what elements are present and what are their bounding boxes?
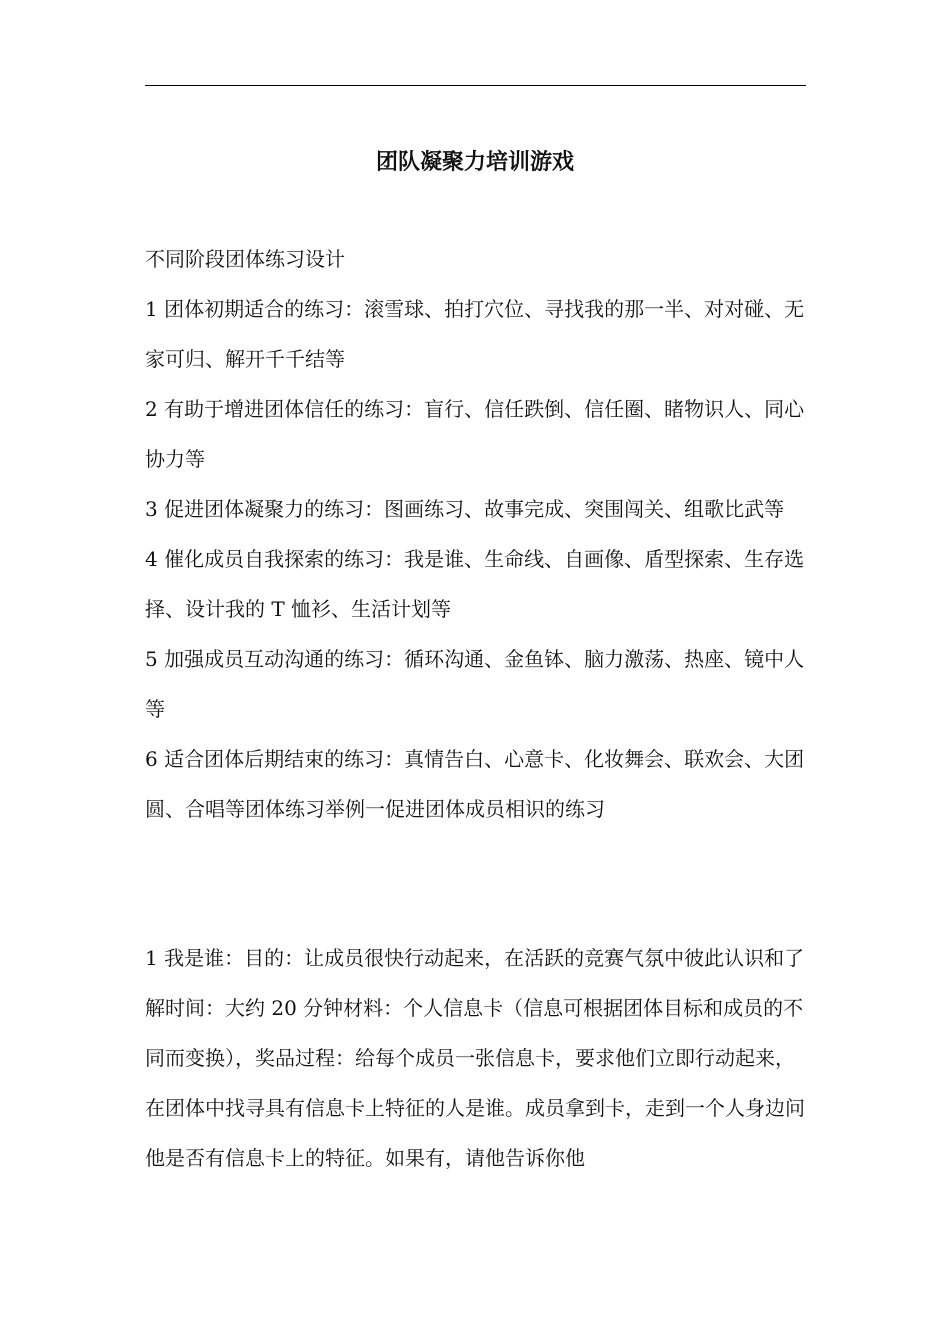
stage-item-3: 3 促进团体凝聚力的练习：图画练习、故事完成、突围闯关、组歌比武等: [145, 497, 785, 521]
exercise-paragraph: 1 我是谁：目的：让成员很快行动起来，在活跃的竞赛气氛中彼此认识和了解时间：大约 20 分钟材料：个人信息卡（信息可根据团体目标和成员的不同而变换），奖品过程：给每个成员一张信息卡，要求他们立即行动起来，在团体中找寻具有信息卡上特征的人是谁。成员拿到卡，走到一个人身边问他是否有信息卡上的特征。如果有，请他告诉你他: [145, 946, 805, 1170]
stage-item-5: 5 加强成员互动沟通的练习：循环沟通、金鱼钵、脑力激荡、热座、镜中人等: [145, 647, 805, 721]
header-rule: [145, 85, 806, 86]
section-heading: 不同阶段团体练习设计: [145, 247, 345, 271]
stage-item-2: 2 有助于增进团体信任的练习：盲行、信任跌倒、信任圈、睹物识人、同心协力等: [145, 397, 805, 471]
document-body: [145, 234, 811, 1183]
paragraph-gap: [145, 834, 811, 933]
stage-item-4: 4 催化成员自我探索的练习：我是谁、生命线、自画像、盾型探索、生存选择、设计我的 T 恤衫、生活计划等: [145, 547, 805, 621]
page-title: 团队凝聚力培训游戏: [375, 150, 574, 175]
stage-item-1: 1 团体初期适合的练习：滚雪球、拍打穴位、寻找我的那一半、对对碰、无家可归、解开千千结等: [145, 297, 805, 371]
stage-item-6: 6 适合团体后期结束的练习：真情告白、心意卡、化妆舞会、联欢会、大团圆、合唱等团体练习举例一促进团体成员相识的练习: [145, 747, 805, 821]
